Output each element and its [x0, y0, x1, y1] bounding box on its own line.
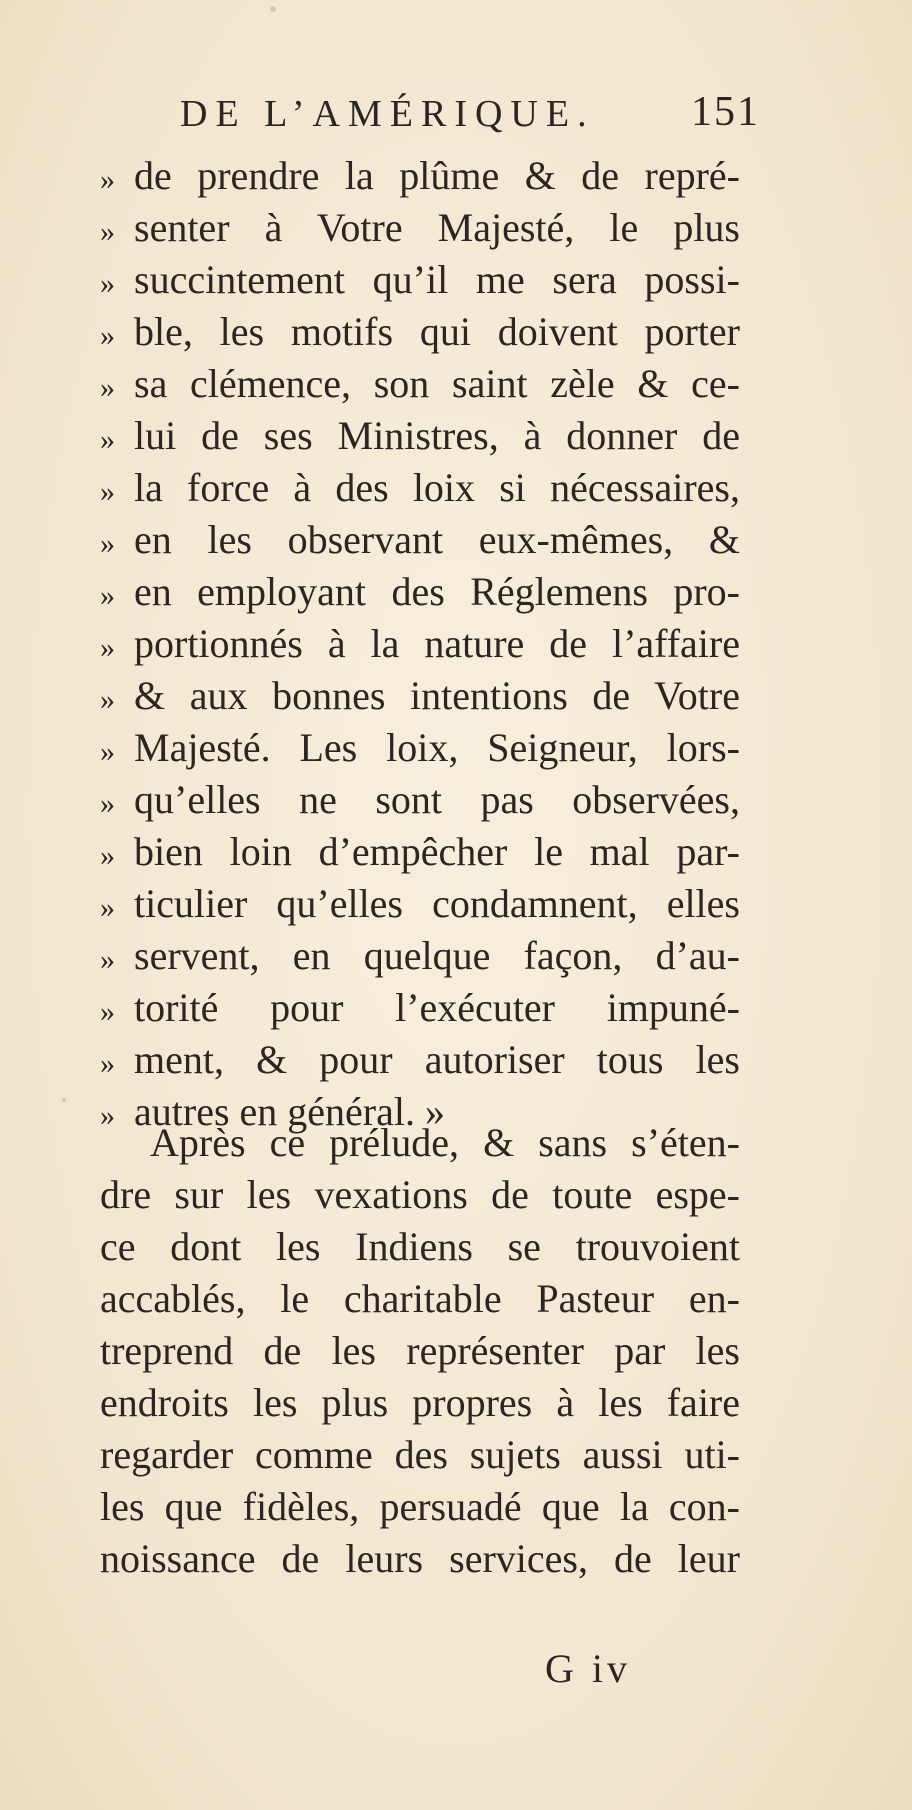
paragraph-line-text: Après ce prélude, & sans s’éten-	[150, 1120, 740, 1165]
running-title: DE L’AMÉRIQUE.	[180, 93, 595, 135]
paper-speck	[62, 1098, 66, 1102]
quote-line	[100, 670, 740, 722]
quote-mark: »	[100, 787, 115, 820]
paragraph-line	[100, 1429, 740, 1481]
page-number: 151	[691, 89, 760, 135]
quote-line	[100, 930, 740, 982]
quote-line-text: sa clémence, son saint zèle & ce-	[134, 361, 740, 406]
quote-mark: »	[100, 267, 115, 300]
quote-mark: »	[100, 423, 115, 456]
paragraph-line	[100, 1325, 740, 1377]
paragraph-line-text: treprend de les représenter par les	[100, 1328, 740, 1373]
quote-mark: »	[100, 891, 115, 924]
quote-line-text: servent, en quelque façon, d’au-	[134, 933, 740, 978]
quote-mark: »	[100, 371, 115, 404]
quote-line	[100, 722, 740, 774]
quote-line-text: en les observant eux-mêmes, &	[134, 517, 740, 562]
paragraph-line	[100, 1273, 740, 1325]
quote-mark: »	[100, 475, 115, 508]
quote-line-text: de prendre la plûme & de repré-	[134, 153, 740, 198]
paragraph-line-text: noissance de leurs services, de leur	[100, 1536, 740, 1581]
quote-line-text: torité pour l’exécuter impuné-	[134, 985, 740, 1030]
paragraph-line	[100, 1533, 740, 1585]
quote-line	[100, 410, 740, 462]
quote-line-text: en employant des Réglemens pro-	[134, 569, 740, 614]
signature-mark: G iv	[545, 1646, 631, 1691]
quote-mark: »	[100, 215, 115, 248]
quote-mark: »	[100, 683, 115, 716]
quote-line-text: & aux bonnes intentions de Votre	[134, 673, 740, 718]
quote-line-text: bien loin d’empêcher le mal par-	[134, 829, 740, 874]
quote-mark: »	[100, 527, 115, 560]
paragraph-line-text: regarder comme des sujets aussi uti-	[100, 1432, 740, 1477]
paper-speck	[270, 6, 276, 12]
body-paragraph	[100, 1117, 740, 1585]
quote-mark: »	[100, 319, 115, 352]
quote-line	[100, 774, 740, 826]
paragraph-line	[100, 1481, 740, 1533]
quote-line	[100, 514, 740, 566]
quote-line-text: senter à Votre Majesté, le plus	[134, 205, 740, 250]
quote-mark: »	[100, 1099, 115, 1132]
quote-line	[100, 982, 740, 1034]
quote-mark: »	[100, 1047, 115, 1080]
quote-line	[100, 202, 740, 254]
quote-line	[100, 878, 740, 930]
quote-line-text: ticulier qu’elles condamnent, elles	[134, 881, 740, 926]
paragraph-line	[100, 1221, 740, 1273]
paragraph-line	[100, 1377, 740, 1429]
paragraph-line-text: ce dont les Indiens se trouvoient	[100, 1224, 740, 1269]
quote-line	[100, 1034, 740, 1086]
quote-mark: »	[100, 839, 115, 872]
quote-line-text: ble, les motifs qui doivent porter	[134, 309, 740, 354]
quote-line	[100, 358, 740, 410]
paragraph-line	[100, 1169, 740, 1221]
page-header	[180, 88, 760, 144]
quote-mark: »	[100, 735, 115, 768]
quote-line-text: ment, & pour autoriser tous les	[134, 1037, 740, 1082]
quote-line-text: la force à des loix si nécessaires,	[134, 465, 740, 510]
quote-line-text: autres en général. »	[134, 1089, 445, 1134]
quote-line-text: portionnés à la nature de l’affaire	[134, 621, 740, 666]
quote-line	[100, 826, 740, 878]
paragraph-line-text: dre sur les vexations de toute espe-	[100, 1172, 740, 1217]
quote-mark: »	[100, 163, 115, 196]
quote-line-text: qu’elles ne sont pas observées,	[134, 777, 740, 822]
paragraph-line-text: accablés, le charitable Pasteur en-	[100, 1276, 740, 1321]
quote-line	[100, 306, 740, 358]
quote-mark: »	[100, 631, 115, 664]
quote-mark: »	[100, 995, 115, 1028]
quote-line	[100, 462, 740, 514]
quote-line-text: lui de ses Ministres, à donner de	[134, 413, 740, 458]
quote-line	[100, 150, 740, 202]
paragraph-line-text: les que fidèles, persuadé que la con-	[100, 1484, 740, 1529]
quote-line-text: Majesté. Les loix, Seigneur, lors-	[134, 725, 740, 770]
quoted-passage	[100, 150, 740, 1138]
quote-line	[100, 618, 740, 670]
quote-mark: »	[100, 579, 115, 612]
paragraph-line	[100, 1117, 740, 1169]
paragraph-line-text: endroits les plus propres à les faire	[100, 1380, 740, 1425]
quote-mark: »	[100, 943, 115, 976]
quote-line-text: succintement qu’il me sera possi-	[134, 257, 740, 302]
quote-line	[100, 254, 740, 306]
quote-line	[100, 566, 740, 618]
